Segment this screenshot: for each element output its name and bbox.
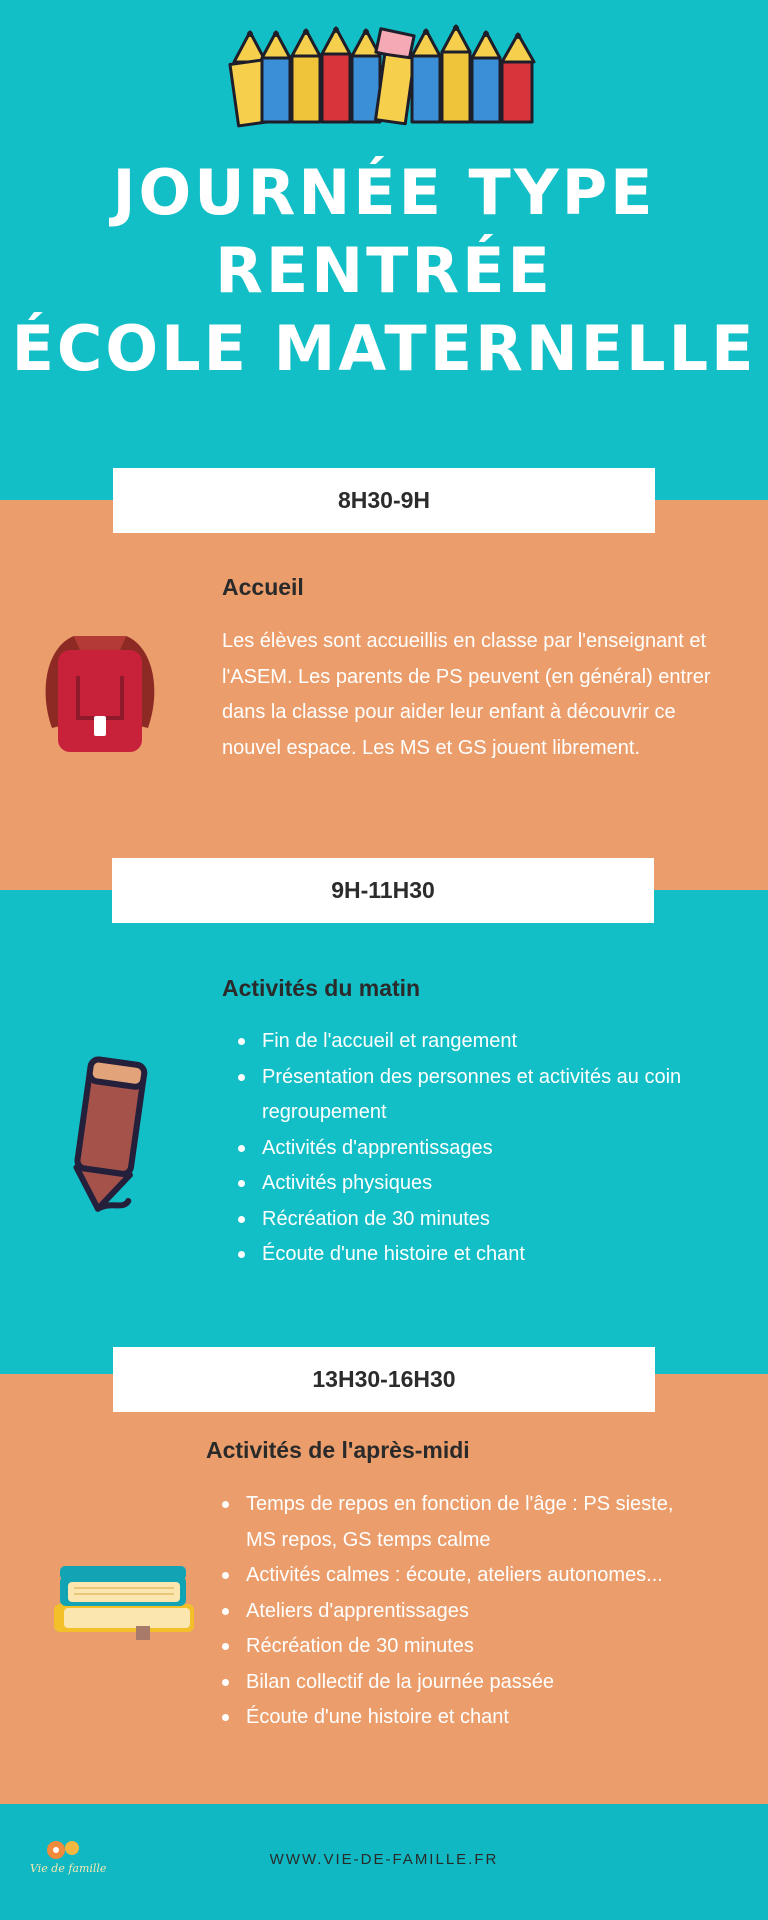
books-icon bbox=[50, 1560, 206, 1640]
time-label-3: 13H30-16H30 bbox=[113, 1347, 655, 1412]
time-label-1: 8H30-9H bbox=[113, 468, 655, 533]
section-2-list bbox=[222, 1024, 722, 1273]
list-item: Temps de repos en fonction de l'âge : PS sieste, MS repos, GS temps calme bbox=[246, 1487, 706, 1558]
list-item: Fin de l'accueil et rangement bbox=[262, 1024, 722, 1060]
list-item: Activités calmes : écoute, ateliers autonomes... bbox=[246, 1558, 706, 1594]
list-item: Écoute d'une histoire et chant bbox=[262, 1237, 722, 1273]
list-item: Bilan collectif de la journée passée bbox=[246, 1665, 706, 1701]
section-1-heading: Accueil bbox=[222, 574, 304, 600]
pencil-icon bbox=[62, 1050, 162, 1220]
time-label-2: 9H-11H30 bbox=[112, 858, 654, 923]
list-item: Récréation de 30 minutes bbox=[246, 1629, 706, 1665]
title-line-1: JOURNÉE TYPE bbox=[112, 156, 656, 229]
footer-url[interactable]: WWW.VIE-DE-FAMILLE.FR bbox=[269, 1851, 499, 1868]
list-item: Écoute d'une histoire et chant bbox=[246, 1700, 706, 1736]
list-item: Présentation des personnes et activités au coin regroupement bbox=[262, 1060, 722, 1131]
title-line-2: RENTRÉE bbox=[215, 234, 553, 307]
section-3-list bbox=[206, 1487, 706, 1736]
page-title bbox=[0, 154, 768, 388]
title-line-3: ÉCOLE MATERNELLE bbox=[11, 312, 757, 385]
logo-text: Vie de famille bbox=[30, 1862, 107, 1875]
backpack-icon bbox=[34, 628, 166, 760]
list-item: Activités d'apprentissages bbox=[262, 1131, 722, 1167]
section-1-text: Les élèves sont accueillis en classe par l'enseignant et l'ASEM. Les parents de PS peuvent (en général) entrer dans la classe pour aider leur enfant à découvrir ce nouvel espace. Les MS et GS jouent librement. bbox=[222, 630, 711, 759]
colored-pencils-icon bbox=[228, 22, 540, 130]
section-3-heading: Activités de l'après-midi bbox=[206, 1437, 470, 1463]
section-2-heading: Activités du matin bbox=[222, 975, 421, 1001]
list-item: Activités physiques bbox=[262, 1166, 722, 1202]
list-item: Ateliers d'apprentissages bbox=[246, 1594, 706, 1630]
list-item: Récréation de 30 minutes bbox=[262, 1202, 722, 1238]
